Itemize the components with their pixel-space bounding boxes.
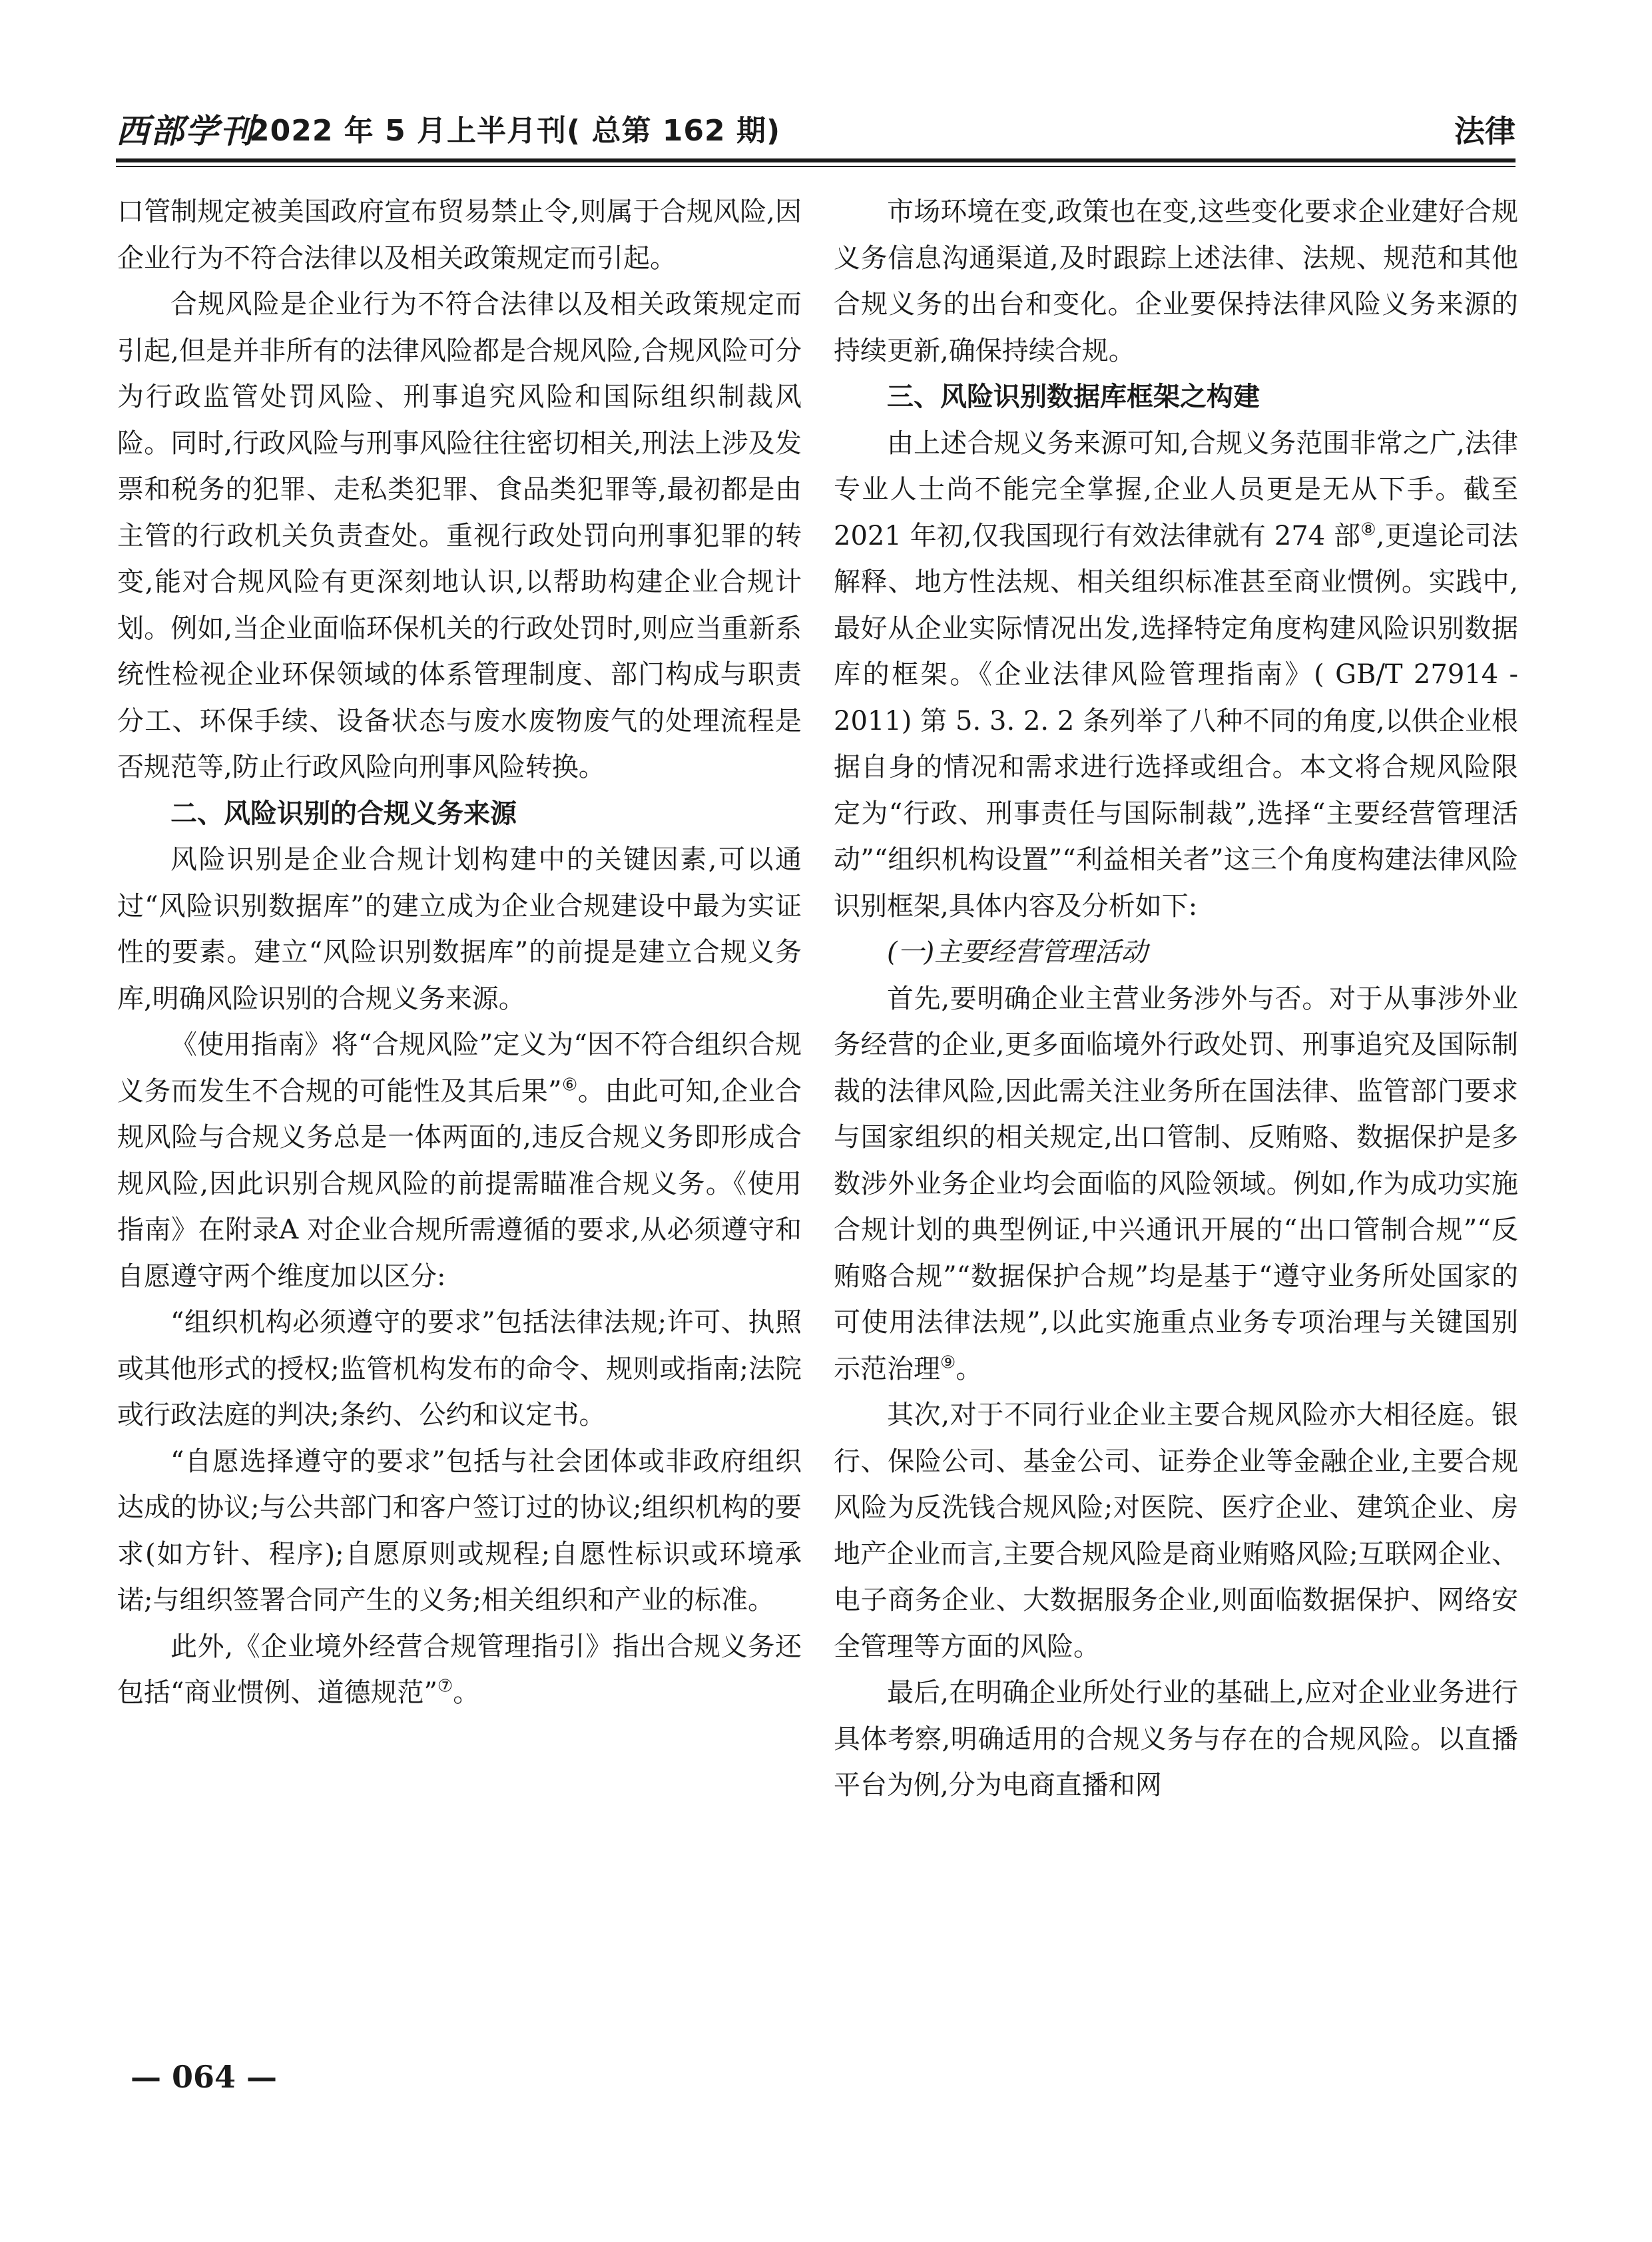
issue-info: 2022 年 5 月上半月刊( 总第 162 期) <box>249 114 781 148</box>
paragraph-text: 由上述合规义务来源可知,合规义务范围非常之广,法律专业人士尚不能完全掌握,企业人员更是无从下手。截至 2021 年初,仅我国现行有效法律就有 274 部 <box>834 427 1518 551</box>
footnote-marker: ⑥ <box>561 1075 578 1095</box>
paragraph: 口管制规定被美国政府宣布贸易禁止令,则属于合规风险,因企业行为不符合法律以及相关政策规定而引起。 <box>117 196 802 274</box>
footnote-marker: ⑨ <box>940 1352 956 1373</box>
paragraph-text: ,更遑论司法解释、地方性法规、相关组织标准甚至商业惯例。实践中,最好从企业实际情况出发,选择特定角度构建风险识别数据库的框架。《企业法律风险管理指南》( GB/T 27914 - 2011) 第 5. 3. 2. 2 条列举了八种不同的角度,以供企业根据自身的情况和需求进行选择或组合。本文将合规风险限定为“行政、刑事责任与国际制裁”,选择“主要经营管理活动”“组织机构设置”“利益相关者”这三个角度构建法律风险识别框架,具体内容及分析如下: <box>834 520 1518 922</box>
header-rule-thin <box>116 166 1515 167</box>
paragraph: 合规风险是企业行为不符合法律以及相关政策规定而引起,但是并非所有的法律风险都是合规风险,合规风险可分为行政监管处罚风险、刑事追究风险和国际组织制裁风险。同时,行政风险与刑事风险往往密切相关,刑法上涉及发票和税务的犯罪、走私类犯罪、食品类犯罪等,最初都是由主管的行政机关负责查处。重视行政处罚向刑事犯罪的转变,能对合规风险有更深刻地认识,以帮助构建企业合规计划。例如,当企业面临环保机关的行政处罚时,则应当重新系统性检视企业环保领域的体系管理制度、部门构成与职责分工、环保手续、设备状态与废水废物废气的处理流程是否规范等,防止行政风险向刑事风险转换。 <box>117 289 802 782</box>
subsection-heading: (一)主要经营管理活动 <box>887 937 1148 968</box>
paragraph <box>117 1022 802 1300</box>
footnote-marker: ⑦ <box>437 1676 453 1697</box>
paragraph <box>834 421 1518 930</box>
paragraph-text: 。 <box>956 1353 983 1384</box>
paragraph: 市场环境在变,政策也在变,这些变化要求企业建好合规义务信息沟通渠道,及时跟踪上述法律、法规、规范和其他合规义务的出台和变化。企业要保持法律风险义务来源的持续更新,确保持续合规。 <box>834 196 1518 366</box>
paragraph-text: 。 <box>453 1677 480 1708</box>
page-number: — 064 — <box>131 2059 278 2095</box>
paragraph-text: 《使用指南》将“合规风险”定义为“因不符合组织合规义务而发生不合规的可能性及其后果” <box>117 1029 802 1107</box>
paragraph: “组织机构必须遵守的要求”包括法律法规;许可、执照或其他形式的授权;监管机构发布的命令、规则或指南;法院或行政法庭的判决;条约、公约和议定书。 <box>117 1307 802 1430</box>
right-column <box>834 189 1518 1809</box>
section-heading: 三、风险识别数据库框架之构建 <box>887 382 1260 412</box>
paragraph-text: 此外,《企业境外经营合规管理指引》指出合规义务还包括“商业惯例、道德规范” <box>117 1631 802 1708</box>
section-heading: 二、风险识别的合规义务来源 <box>170 798 517 829</box>
paragraph <box>117 1624 802 1717</box>
section-name: 法律 <box>1454 113 1515 149</box>
paragraph: “自愿选择遵守的要求”包括与社会团体或非政府组织达成的协议;与公共部门和客户签订过的协议;组织机构的要求(如方针、程序);自愿原则或规程;自愿性标识或环境承诺;与组织签署合同产生的义务;相关组织和产业的标准。 <box>117 1446 802 1615</box>
footnote-marker: ⑧ <box>1360 519 1376 540</box>
page-header <box>116 107 1515 156</box>
left-column <box>117 189 802 1717</box>
header-rule <box>116 158 1515 162</box>
paragraph-text: 。由此可知,企业合规风险与合规义务总是一体两面的,违反合规义务即形成合规风险,因此识别合规风险的前提需瞄准合规义务。《使用指南》在附录A 对企业合规所需遵循的要求,从必须遵守和自愿遵守两个维度加以区分: <box>117 1075 802 1292</box>
paragraph: 其次,对于不同行业企业主要合规风险亦大相径庭。银行、保险公司、基金公司、证券企业等金融企业,主要合规风险为反洗钱合规风险;对医院、医疗企业、建筑企业、房地产企业而言,主要合规风险是商业贿赂风险;互联网企业、电子商务企业、大数据服务企业,则面临数据保护、网络安全管理等方面的风险。 <box>834 1400 1518 1662</box>
paragraph: 最后,在明确企业所处行业的基础上,应对企业业务进行具体考察,明确适用的合规义务与存在的合规风险。以直播平台为例,分为电商直播和网 <box>834 1677 1518 1801</box>
journal-logo: 西部学刊 <box>116 111 254 150</box>
paragraph <box>834 976 1518 1393</box>
paragraph: 风险识别是企业合规计划构建中的关键因素,可以通过“风险识别数据库”的建立成为企业合规建设中最为实证性的要素。建立“风险识别数据库”的前提是建立合规义务库,明确风险识别的合规义务来源。 <box>117 844 802 1014</box>
paragraph-text: 首先,要明确企业主营业务涉外与否。对于从事涉外业务经营的企业,更多面临境外行政处罚、刑事追究及国际制裁的法律风险,因此需关注业务所在国法律、监管部门要求与国家组织的相关规定,出口管制、反贿赂、数据保护是多数涉外业务企业均会面临的风险领域。例如,作为成功实施合规计划的典型例证,中兴通讯开展的“出口管制合规”“反贿赂合规”“数据保护合规”均是基于“遵守业务所处国家的可使用法律法规”,以此实施重点业务专项治理与关键国别示范治理 <box>834 983 1518 1384</box>
